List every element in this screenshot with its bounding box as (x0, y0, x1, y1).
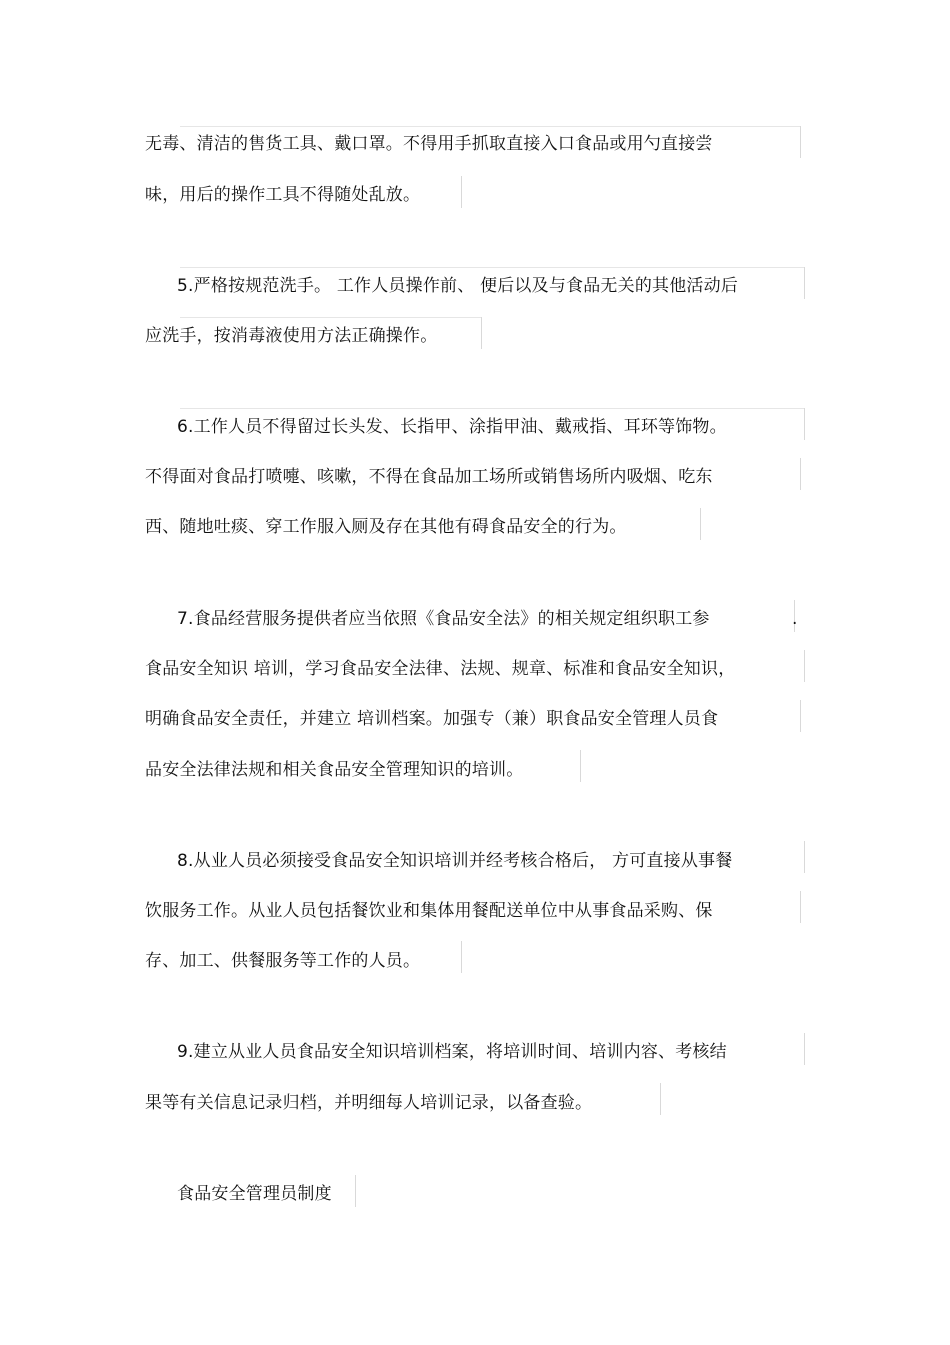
paragraph-7-line: 7.食品经营服务提供者应当依照《食品安全法》的相关规定组织职工参 (177, 609, 710, 629)
cell-border (800, 700, 801, 732)
cell-border (180, 408, 804, 409)
section-heading: 食品安全管理员制度 (177, 1184, 332, 1204)
cell-border (180, 126, 800, 127)
cell-border (461, 941, 462, 973)
text-line: 存、加工、供餐服务等工作的人员。 (145, 951, 421, 971)
cell-border (804, 841, 805, 873)
paragraph-8-line: 8.从业人员必须接受食品安全知识培训并经考核合格后， 方可直接从事餐 (177, 851, 733, 871)
cell-border (660, 1083, 661, 1115)
paragraph-9-line: 9.建立从业人员食品安全知识培训档案，将培训时间、培训内容、考核结 (177, 1042, 727, 1062)
text-line: 应洗手，按消毒液使用方法正确操作。 (145, 326, 438, 346)
cell-border (800, 891, 801, 923)
text-line: 明确食品安全责任，并建立 培训档案。加强专（兼）职食品安全管理人员食 (145, 709, 719, 729)
text-line: 味，用后的操作工具不得随处乱放。 (145, 185, 421, 205)
cell-border (700, 508, 701, 540)
text-line: 果等有关信息记录归档，并明细每人培训记录，以备查验。 (145, 1093, 593, 1113)
text-line: 饮服务工作。从业人员包括餐饮业和集体用餐配送单位中从事食品采购、保 (145, 901, 713, 921)
text-line: 食品安全知识 培训，学习食品安全法律、法规、规章、标准和食品安全知识， (145, 659, 736, 679)
cell-border (180, 267, 804, 268)
cell-border (804, 650, 805, 682)
paragraph-6-line: 6.工作人员不得留过长头发、长指甲、涂指甲油、戴戒指、耳环等饰物。 (177, 417, 727, 437)
cell-border (461, 176, 462, 208)
text-line: 不得面对食品打喷嚏、咳嗽，不得在食品加工场所或销售场所内吸烟、吃东 (145, 467, 713, 487)
cell-border (580, 750, 581, 782)
cell-border (804, 408, 805, 440)
stray-mark: . (792, 609, 798, 629)
cell-border (800, 126, 801, 158)
text-line: 西、随地吐痰、穿工作服入厕及存在其他有碍食品安全的行为。 (145, 517, 627, 537)
cell-border (804, 267, 805, 299)
cell-border (804, 1033, 805, 1065)
cell-border (355, 1175, 356, 1207)
paragraph-5-line: 5.严格按规范洗手。 工作人员操作前、 便后以及与食品无关的其他活动后 (177, 276, 739, 296)
text-line: 无毒、清洁的售货工具、戴口罩。不得用手抓取直接入口食品或用勺直接尝 (145, 134, 713, 154)
text-line: 品安全法律法规和相关食品安全管理知识的培训。 (145, 760, 524, 780)
cell-border (481, 317, 482, 349)
cell-border (180, 317, 481, 318)
cell-border (800, 458, 801, 490)
